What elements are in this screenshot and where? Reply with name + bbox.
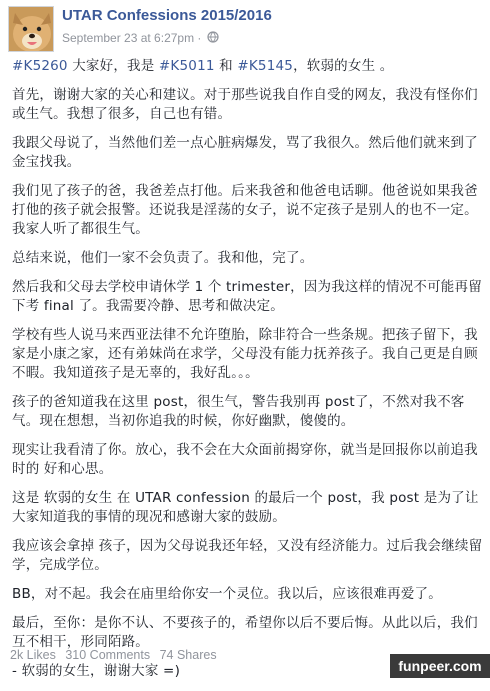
shares-count[interactable]: 74 Shares [159,648,217,662]
intro-text: 大家好，我是 [67,58,159,74]
post-paragraph: 然后我和父母去学校申请休学 1 个 trimester，因为我这样的情况不可能再留下考 final 了。我需要冷静、思考和做决定。 [12,279,482,314]
post-paragraph: 最后，至你：是你不认、不要孩子的，希望你以后不要后悔。从此以后，我们互不相干，形同陌路。 [12,615,478,650]
intro-text: 和 [214,58,238,74]
post-paragraph: 学校有些人说马来西亚法律不允许堕胎，除非符合一些条规。把孩子留下，我家是小康之家，还有弟妹尚在求学，父母没有能力抚养孩子。我自己更是自顾不暇。我知道孩子是无辜的，我好乱。。。 [12,327,478,381]
intro-text: ，软弱的女生 。 [293,58,394,74]
post-paragraph: 我跟父母说了，当然他们差一点心脏病爆发，骂了我很久。然后他们就来到了金宝找我。 [12,135,478,170]
post-paragraph: BB，对不起。我会在庙里给你安一个灵位。我以后，应该很难再爱了。 [12,586,442,602]
page-name-link[interactable]: UTAR Confessions 2015/2016 [62,7,272,24]
likes-count[interactable]: 2k Likes [10,648,56,662]
post-stats [10,648,223,662]
hashtag-link[interactable]: #K5260 [12,58,68,74]
post-paragraph: 首先，谢谢大家的关心和建议。对于那些说我自作自受的网友，我没有怪你们或生气。我想了很多，自己也有错。 [12,87,478,122]
post-signature: - 软弱的女生，谢谢大家 =) [12,663,181,679]
post-paragraph: 现实让我看清了你。放心，我不会在大众面前揭穿你，就当是回报你以前追我时的 好和心思。 [12,442,478,477]
post-meta [62,31,219,46]
post-paragraph: 总结来说，他们一家不会负责了。我和他，完了。 [12,250,314,266]
post-header [8,6,482,52]
hashtag-link[interactable]: #K5145 [237,58,294,74]
post-paragraph: 这是 软弱的女生 在 UTAR confession 的最后一个 post，我 post 是为了让大家知道我的事情的现况和感谢大家的鼓励。 [12,490,479,525]
meta-separator: · [194,31,205,45]
post-timestamp[interactable]: September 23 at 6:27pm [62,31,195,45]
comments-count[interactable]: 310 Comments [65,648,151,662]
page-avatar[interactable] [8,6,54,52]
post-paragraph: 孩子的爸知道我在这里 post，很生气，警告我别再 post了，不然对我不客气。现在想想，当初你追我的时候，你好幽默，傻傻的。 [12,394,465,429]
site-watermark: funpeer.com [390,654,490,678]
post-paragraph: 我们见了孩子的爸，我爸差点打他。后来我爸和他爸电话聊。他爸说如果我爸打他的孩子就会报警。还说我是淫荡的女子，说不定孩子是别人的也不一定。我家人听了都很生气。 [12,183,478,237]
post-intro [12,57,484,76]
hashtag-link[interactable]: #K5011 [158,58,215,74]
post-body [12,57,484,691]
post-paragraph: 我应该会拿掉 孩子，因为父母说我还年轻，又没有经济能力。过后我会继续留学，完成学位。 [12,538,483,573]
globe-icon[interactable] [207,31,219,46]
